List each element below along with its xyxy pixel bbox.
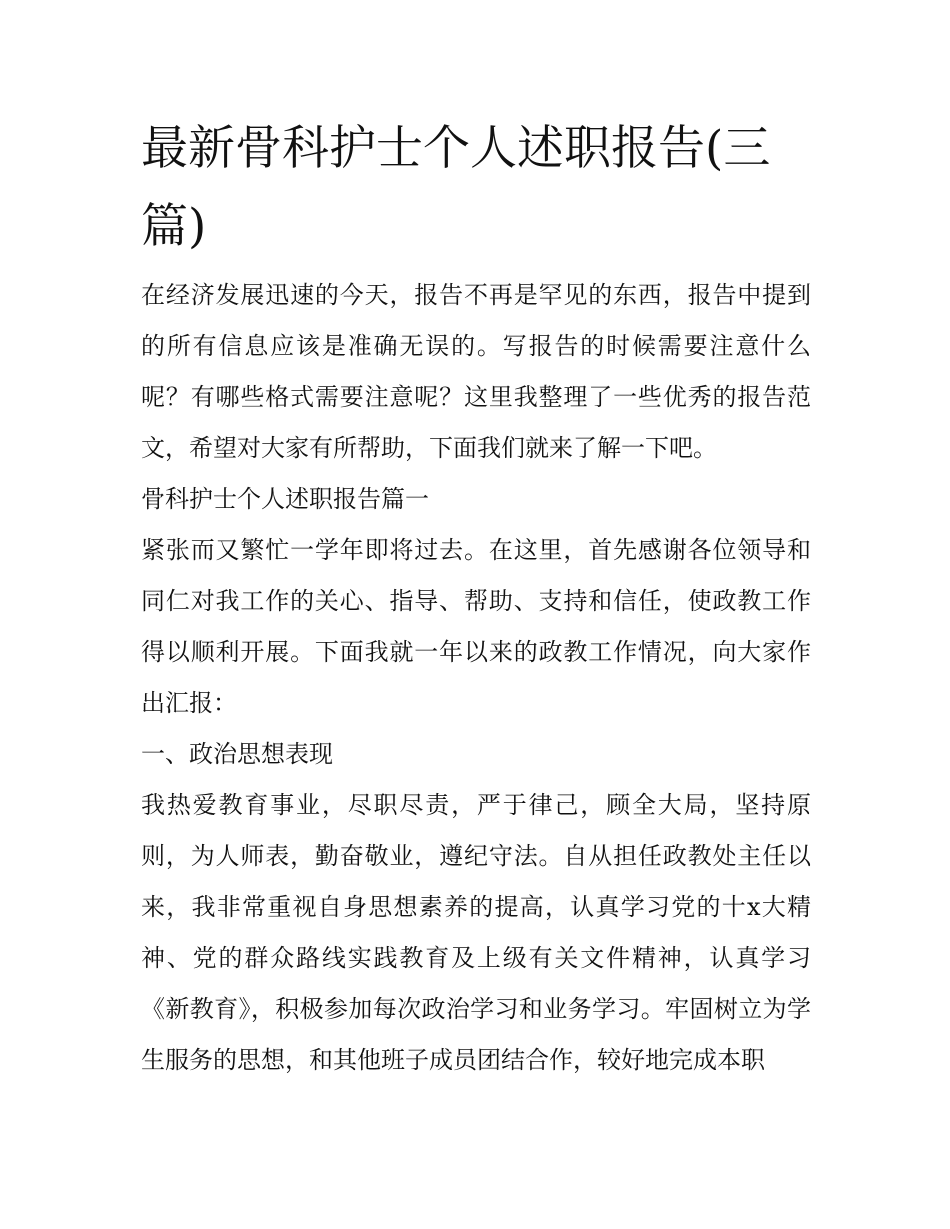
document-title: 最新骨科护士个人述职报告(三篇) [141, 121, 771, 254]
subsection-paragraph: 我热爱教育事业，尽职尽责，严于律己，顾全大局，坚持原则，为人师表，勤奋敬业，遵纪守法。自从担任政教处主任以来，我非常重视自身思想素养的提高，认真学习党的十x大精神、党的群众路线实践教育及上级有关文件精神，认真学习《新教育》，积极参加每次政治学习和业务学习。牢固树立为学生服务的思想，和其他班子成员团结合作，较好地完成本职 [141, 791, 811, 1074]
section-paragraph: 紧张而又繁忙一学年即将过去。在这里，首先感谢各位领导和同仁对我工作的关心、指导、帮助、支持和信任，使政教工作得以顺利开展。下面我就一年以来的政教工作情况，向大家作出汇报： [141, 536, 811, 717]
document-page [141, 110, 811, 1086]
section-heading: 骨科护士个人述职报告篇一 [141, 485, 429, 513]
subsection-heading: 一、政治思想表现 [141, 740, 333, 768]
intro-paragraph: 在经济发展迅速的今天，报告不再是罕见的东西，报告中提到的所有信息应该是准确无误的。写报告的时候需要注意什么呢？有哪些格式需要注意呢？这里我整理了一些优秀的报告范文，希望对大家有所帮助，下面我们就来了解一下吧。 [141, 281, 811, 462]
